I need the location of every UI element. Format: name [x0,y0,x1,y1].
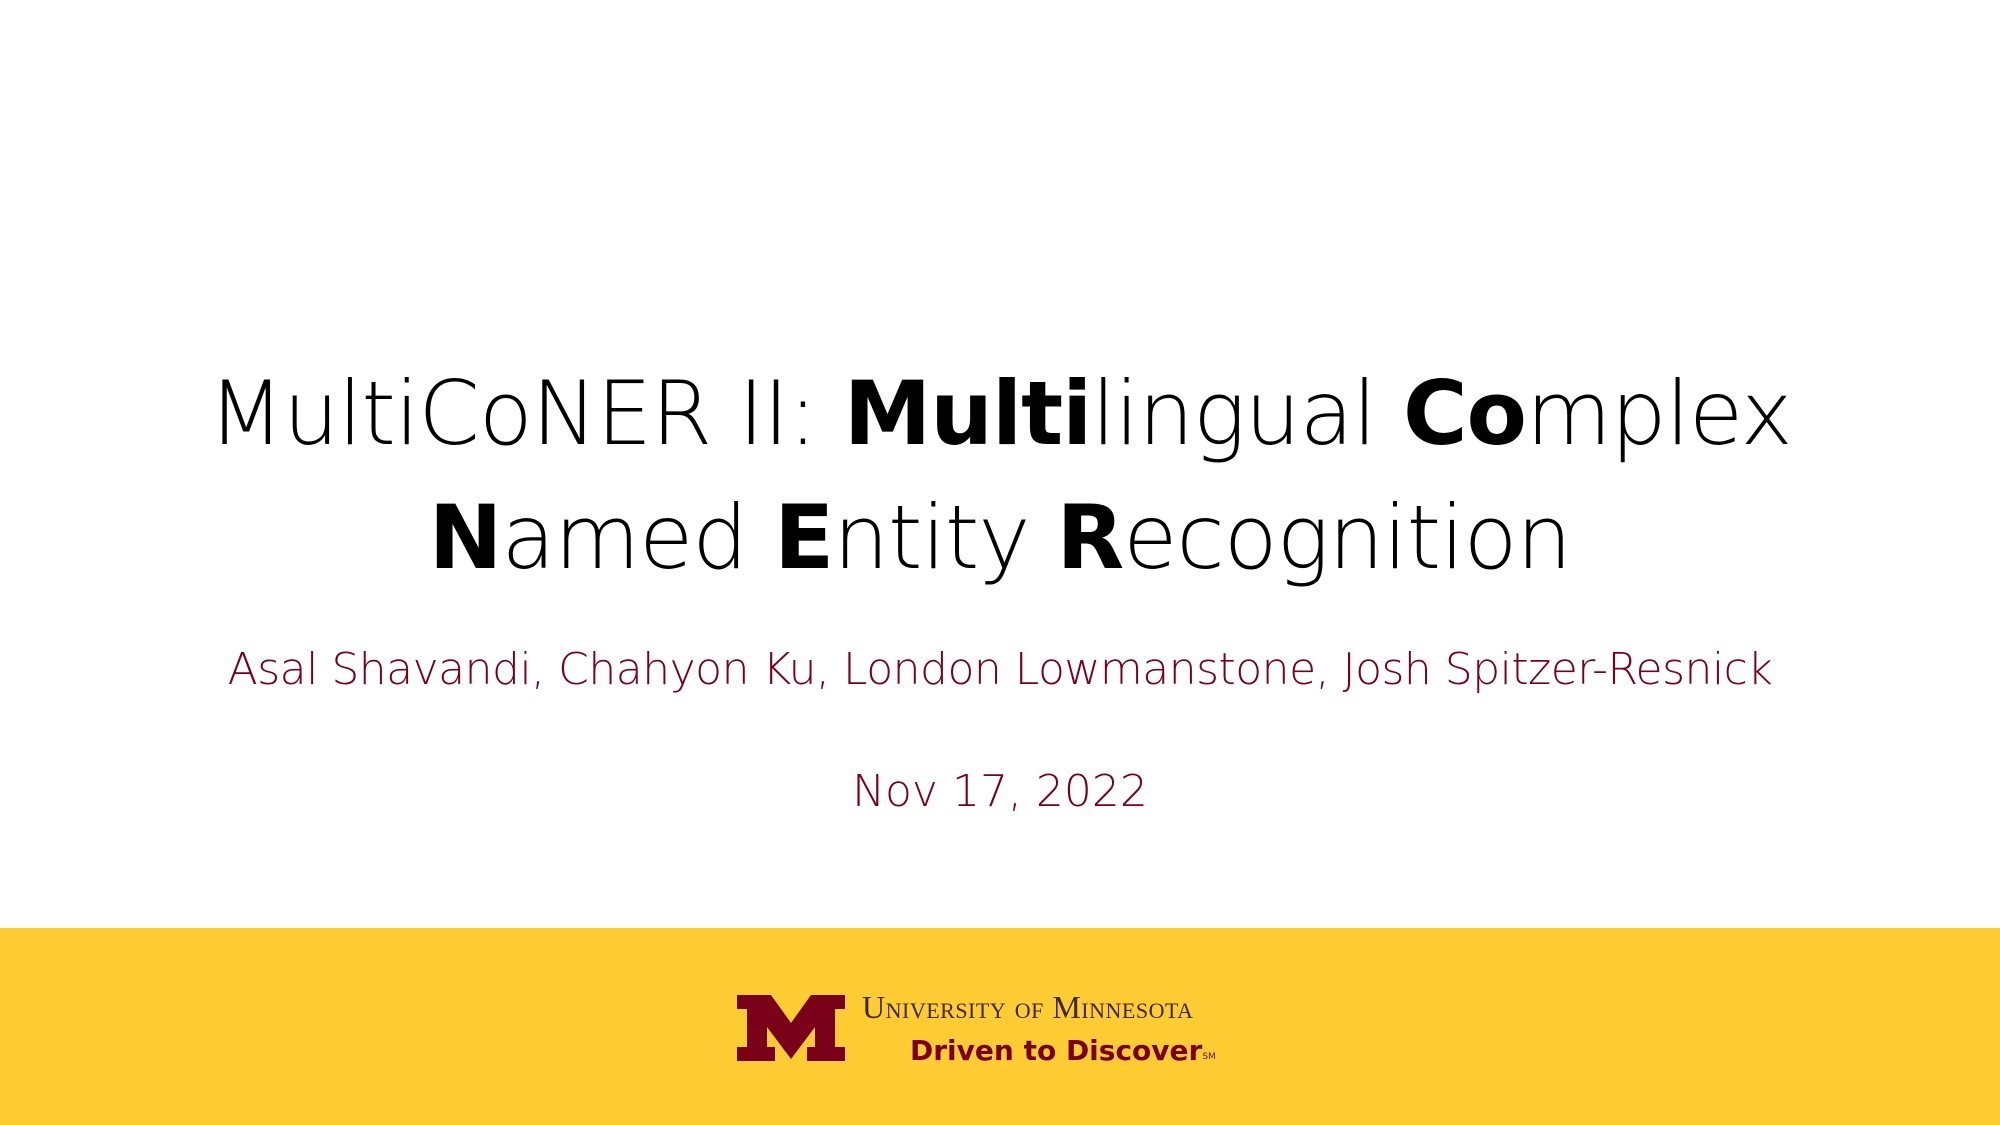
title-segment-bold: Multi [843,362,1092,465]
title-line-1 [0,352,2000,476]
title-segment: ntity [833,486,1057,589]
university-name-text: University of Minnesota [862,989,1194,1025]
title-segment: amed [501,486,775,589]
tagline [910,1032,1216,1070]
title-segment-bold: R [1056,486,1124,589]
presentation-date: Nov 17, 2022 [852,766,1148,817]
title-segment-bold: E [774,486,834,589]
title-segment: mplex [1526,362,1792,465]
title-line-2 [0,476,2000,600]
tagline-text: Driven to Discover [910,1034,1203,1067]
block-m-logo-icon [737,995,845,1061]
authors: Asal Shavandi, Chahyon Ku, London Lowmanstone, Josh Spitzer-Resnick [227,644,1773,695]
slide-title [0,352,2000,600]
title-segment: MultiCoNER II: [208,362,844,465]
title-segment: ecognition [1123,486,1572,589]
service-mark: SM [1202,1052,1216,1062]
title-segment: lingual [1091,362,1403,465]
university-name [862,987,1194,1027]
title-segment-bold: N [428,486,502,589]
title-segment-bold: Co [1402,362,1527,465]
